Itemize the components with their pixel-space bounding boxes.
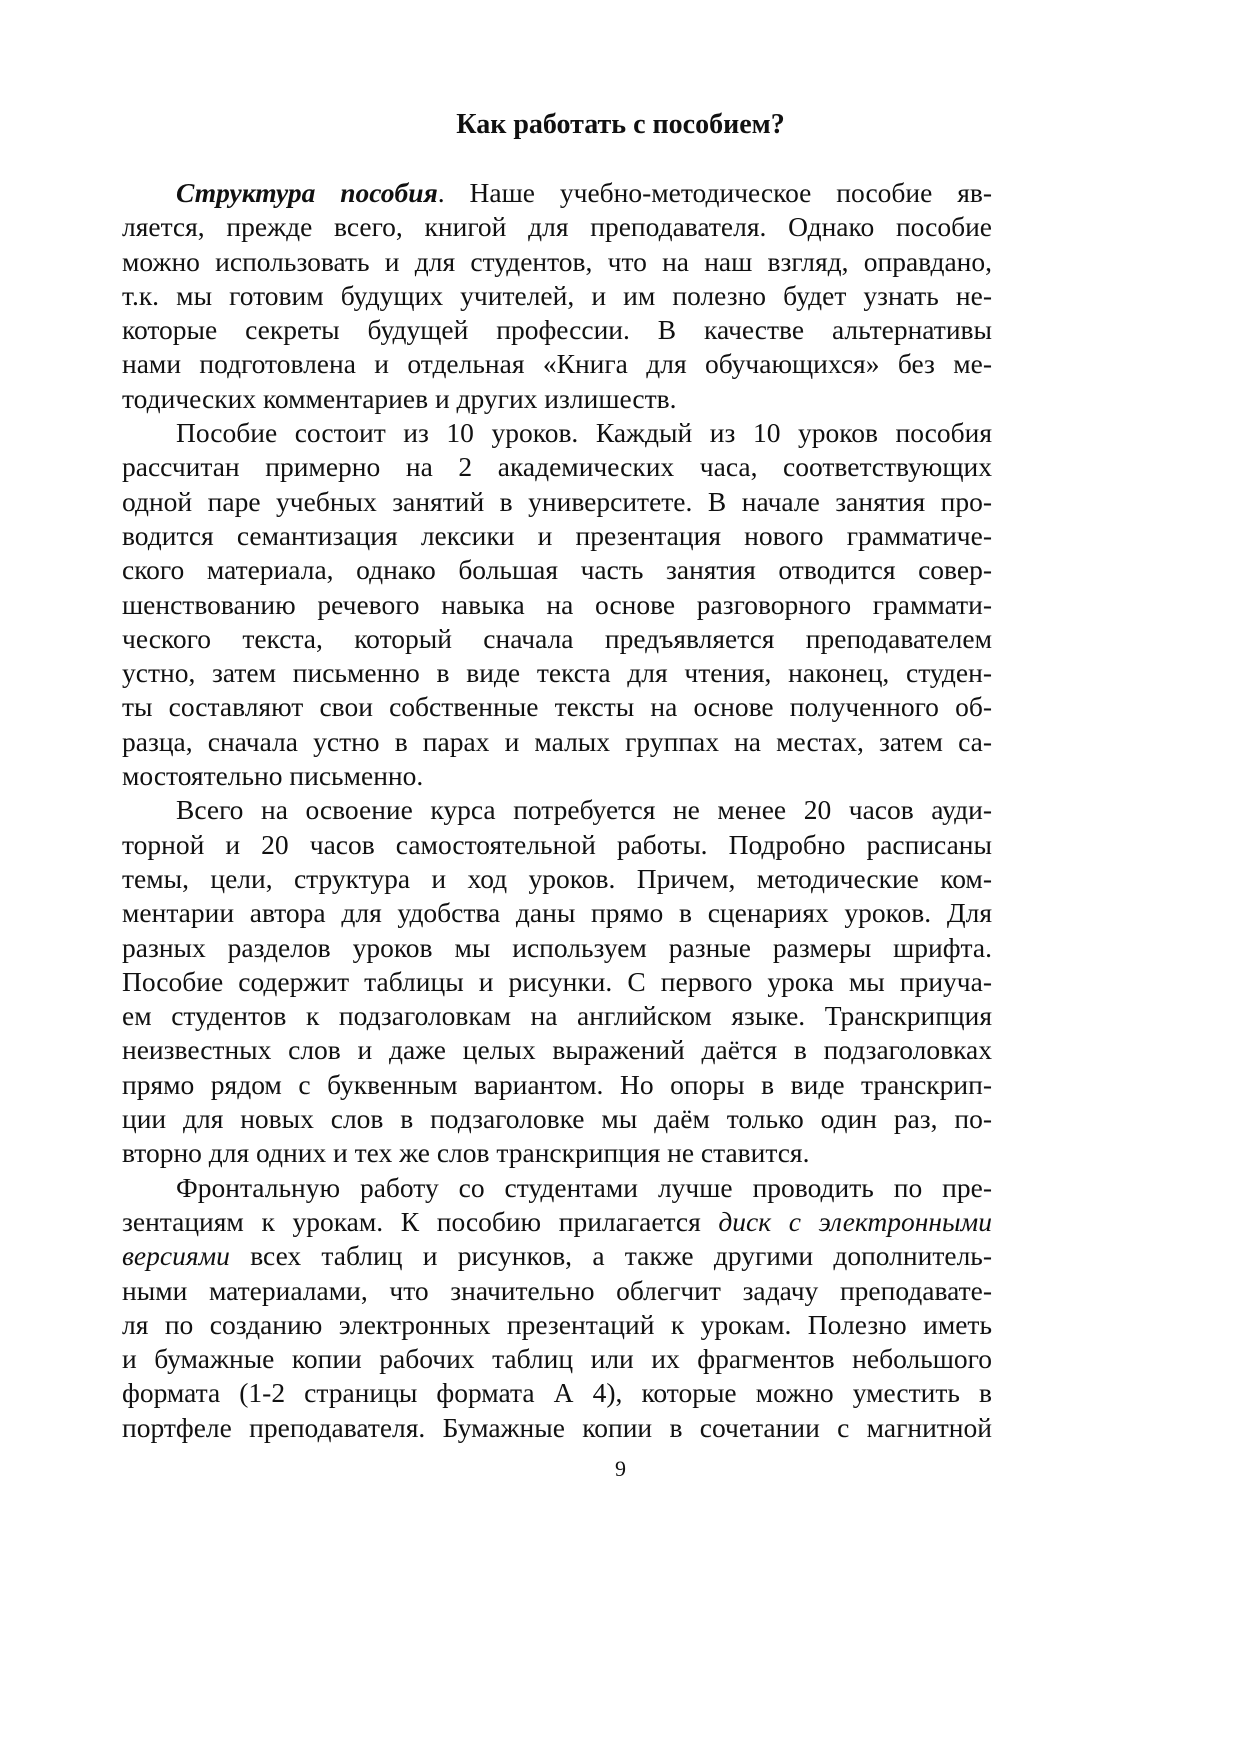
text-line	[122, 279, 992, 313]
text-span: прямо рядом с буквенным вариантом. Но опоры в виде транскрип-	[122, 1068, 992, 1100]
text-line	[122, 1411, 992, 1445]
text-span: разца, сначала устно в парах и малых группах на местах, затем са-	[122, 725, 992, 757]
text-line	[122, 382, 992, 416]
text-line	[122, 999, 992, 1033]
text-line	[122, 485, 992, 519]
text-span: ляется, прежде всего, книгой для преподавателя. Однако пособие	[122, 211, 992, 243]
body-text	[122, 176, 992, 1445]
text-line	[122, 450, 992, 484]
text-span: устно, затем письменно в виде текста для чтения, наконец, студен-	[122, 657, 992, 689]
text-span: темы, цели, структура и ход уроков. Причем, методические ком-	[122, 862, 992, 894]
paragraph	[122, 176, 992, 416]
text-line	[122, 965, 992, 999]
text-span: рассчитан примерно на 2 академических часа, соответствующих	[122, 451, 992, 483]
text-span: шенствованию речевого навыка на основе разговорного граммати-	[122, 588, 992, 620]
page	[0, 108, 1241, 1483]
emphasized-text: Структура пособия	[176, 177, 438, 208]
text-line	[122, 1376, 992, 1410]
text-span: нами подготовлена и отдельная «Книга для обучающихся» без ме-	[122, 348, 992, 380]
text-line	[122, 176, 992, 210]
paragraph	[122, 416, 992, 793]
text-span: можно использовать и для студентов, что на наш взгляд, оправдано,	[122, 245, 992, 277]
text-line	[122, 588, 992, 622]
text-line	[122, 1068, 992, 1102]
text-span: которые секреты будущей профессии. В качестве альтернативы	[122, 314, 992, 346]
text-line	[122, 1342, 992, 1376]
text-span: ными материалами, что значительно облегчит задачу преподавате-	[122, 1274, 992, 1306]
text-span: ля по созданию электронных презентаций к урокам. Полезно иметь	[122, 1308, 992, 1340]
text-span: водится семантизация лексики и презентация нового грамматиче-	[122, 519, 992, 551]
text-line	[122, 1033, 992, 1067]
text-span: ского материала, однако большая часть занятия отводится совер-	[122, 554, 992, 586]
text-line	[122, 828, 992, 862]
text-line	[122, 553, 992, 587]
text-line	[122, 793, 992, 827]
text-span: формата (1-2 страницы формата А 4), которые можно уместить в	[122, 1377, 992, 1409]
text-span: ем студентов к подзаголовкам на английском языке. Транскрипция	[122, 1000, 992, 1032]
text-line	[122, 862, 992, 896]
section-title: Как работать с пособием?	[456, 109, 785, 140]
text-span: ческого текста, который сначала предъявляется преподавателем	[122, 622, 992, 654]
text-line	[122, 1136, 992, 1170]
emphasized-text: диск с электронными	[718, 1205, 992, 1237]
text-span: всех таблиц и рисунков, а также другими дополнитель-	[229, 1240, 992, 1272]
text-line	[122, 1308, 992, 1342]
text-span: и бумажные копии рабочих таблиц или их фрагментов небольшого	[122, 1343, 992, 1375]
text-line	[122, 1205, 992, 1239]
text-line	[122, 347, 992, 381]
text-line	[122, 1102, 992, 1136]
text-span: Фронтальную работу со студентами лучше проводить по пре-	[176, 1171, 992, 1203]
text-span: неизвестных слов и даже целых выражений даётся в подзаголовках	[122, 1034, 992, 1066]
text-span: Всего на освоение курса потребуется не менее 20 часов ауди-	[176, 794, 992, 826]
text-span: вторно для одних и тех же слов транскрипция не ставится.	[122, 1137, 810, 1169]
text-line	[122, 519, 992, 553]
text-span: тодических комментариев и других излишеств.	[122, 382, 677, 414]
emphasized-text: версиями	[122, 1240, 230, 1272]
text-line	[122, 416, 992, 450]
text-line	[122, 1274, 992, 1308]
text-span: портфеле преподавателя. Бумажные копии в сочетании с магнитной	[122, 1411, 992, 1443]
text-line	[122, 725, 992, 759]
text-span: . Наше учебно-методическое пособие яв-	[437, 177, 992, 208]
text-line	[122, 622, 992, 656]
text-span: ты составляют свои собственные тексты на основе полученного об-	[122, 691, 992, 723]
text-line	[122, 313, 992, 347]
text-line	[122, 931, 992, 965]
page-number: 9	[615, 1455, 626, 1481]
text-span: торной и 20 часов самостоятельной работы. Подробно расписаны	[122, 828, 992, 860]
text-span: разных разделов уроков мы используем разные размеры шрифта.	[122, 931, 992, 963]
text-line	[122, 1171, 992, 1205]
text-span: Пособие содержит таблицы и рисунки. С первого урока мы приуча-	[122, 965, 992, 997]
paragraph	[122, 1171, 992, 1445]
text-span: ментарии автора для удобства даны прямо в сценариях уроков. Для	[122, 897, 992, 929]
text-line	[122, 245, 992, 279]
text-span: т.к. мы готовим будущих учителей, и им полезно будет узнать не-	[122, 279, 992, 311]
text-span: зентациям к урокам. К пособию прилагается	[122, 1205, 719, 1237]
text-span: ции для новых слов в подзаголовке мы даём только один раз, по-	[122, 1103, 992, 1135]
text-span: Пособие состоит из 10 уроков. Каждый из 10 уроков пособия	[176, 417, 992, 449]
text-line	[122, 896, 992, 930]
text-line	[122, 759, 992, 793]
text-span: одной паре учебных занятий в университете. В начале занятия про-	[122, 485, 992, 517]
text-line	[122, 210, 992, 244]
text-line	[122, 656, 992, 690]
paragraph	[122, 793, 992, 1170]
text-line	[122, 690, 992, 724]
text-line	[122, 1239, 992, 1273]
text-span: мостоятельно письменно.	[122, 760, 424, 792]
